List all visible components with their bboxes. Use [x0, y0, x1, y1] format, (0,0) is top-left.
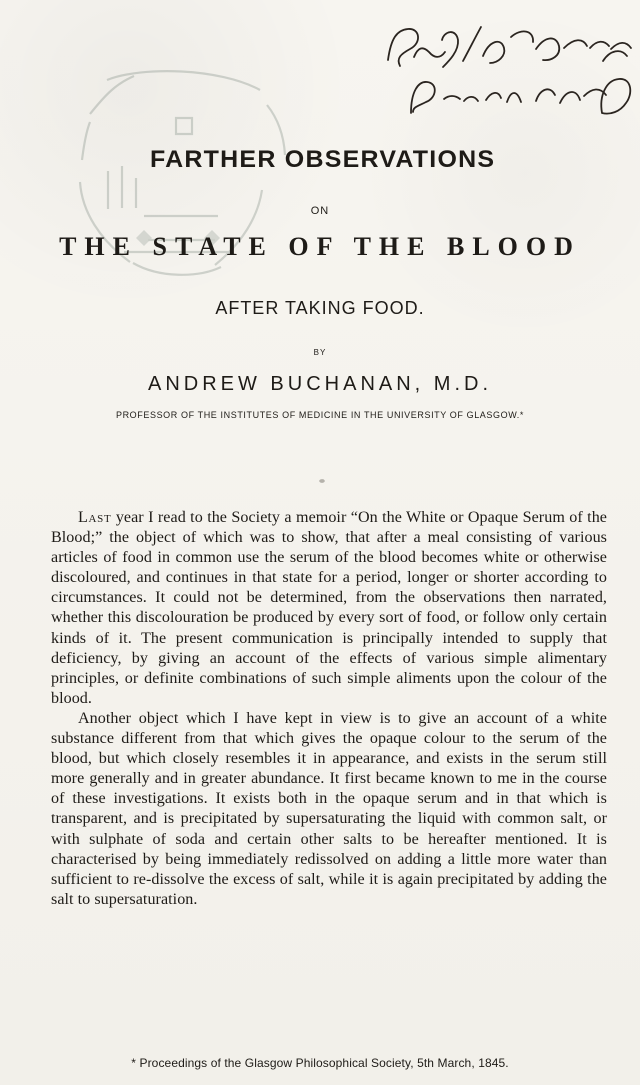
handwritten-annotation-icon — [380, 18, 638, 136]
document-body — [51, 508, 607, 910]
author-affiliation: PROFESSOR OF THE INSTITUTES OF MEDICINE IN THE UNIVERSITY OF GLASGOW.* — [115, 410, 525, 420]
document-title-subtitle: AFTER TAKING FOOD. — [215, 298, 425, 318]
author-name: ANDREW BUCHANAN, M.D. — [147, 373, 492, 395]
ink-spot — [318, 479, 325, 484]
document-title-main: THE STATE OF THE BLOOD — [59, 232, 581, 261]
author-byline-label: BY — [313, 348, 327, 357]
body-paragraph — [51, 508, 607, 709]
footnote: * Proceedings of the Glasgow Philosophical Society, 5th March, 1845. — [131, 1056, 509, 1070]
document-title-primary: FARTHER OBSERVATIONS — [150, 146, 496, 173]
body-paragraph: Another object which I have kept in view is to give an account of a white substance different from that which gives the opaque colour to the serum of the blood, but which closely resembles it in appearance, and exists in the serum still more generally and in greater abundance. It first became known to me in the course of these investigations. It exists both in the opaque serum and in that which is transparent, and is precipitated by supersaturating the liquid with common salt, or with sulphate of soda and certain other salts to be hereafter mentioned. It is characterised by being immediately redissolved on adding a little more water than sufficient to re-dissolve the excess of salt, while it is again precipitated by adding the salt to supersaturation. — [51, 709, 607, 908]
paragraph-opening-word: Last — [78, 509, 112, 526]
document-title-preposition: ON — [310, 205, 330, 217]
paragraph-text: year I read to the Society a memoir “On the White or Opaque Serum of the Blood;” the object of which was to show, that after a meal consisting of various articles of food in common use the serum of the blood becomes white or otherwise discoloured, and continues in that state for a period, longer or shorter according to circumstances. It could not be determined, from the observations then narrated, whether this discolouration be produced by every sort of food, or follow only certain kinds of it. The present communication is principally intended to supply that deficiency, by giving an account of the effects of various simple alimentary principles, or definite combinations of such simple aliments upon the colour of the blood. — [51, 509, 607, 707]
